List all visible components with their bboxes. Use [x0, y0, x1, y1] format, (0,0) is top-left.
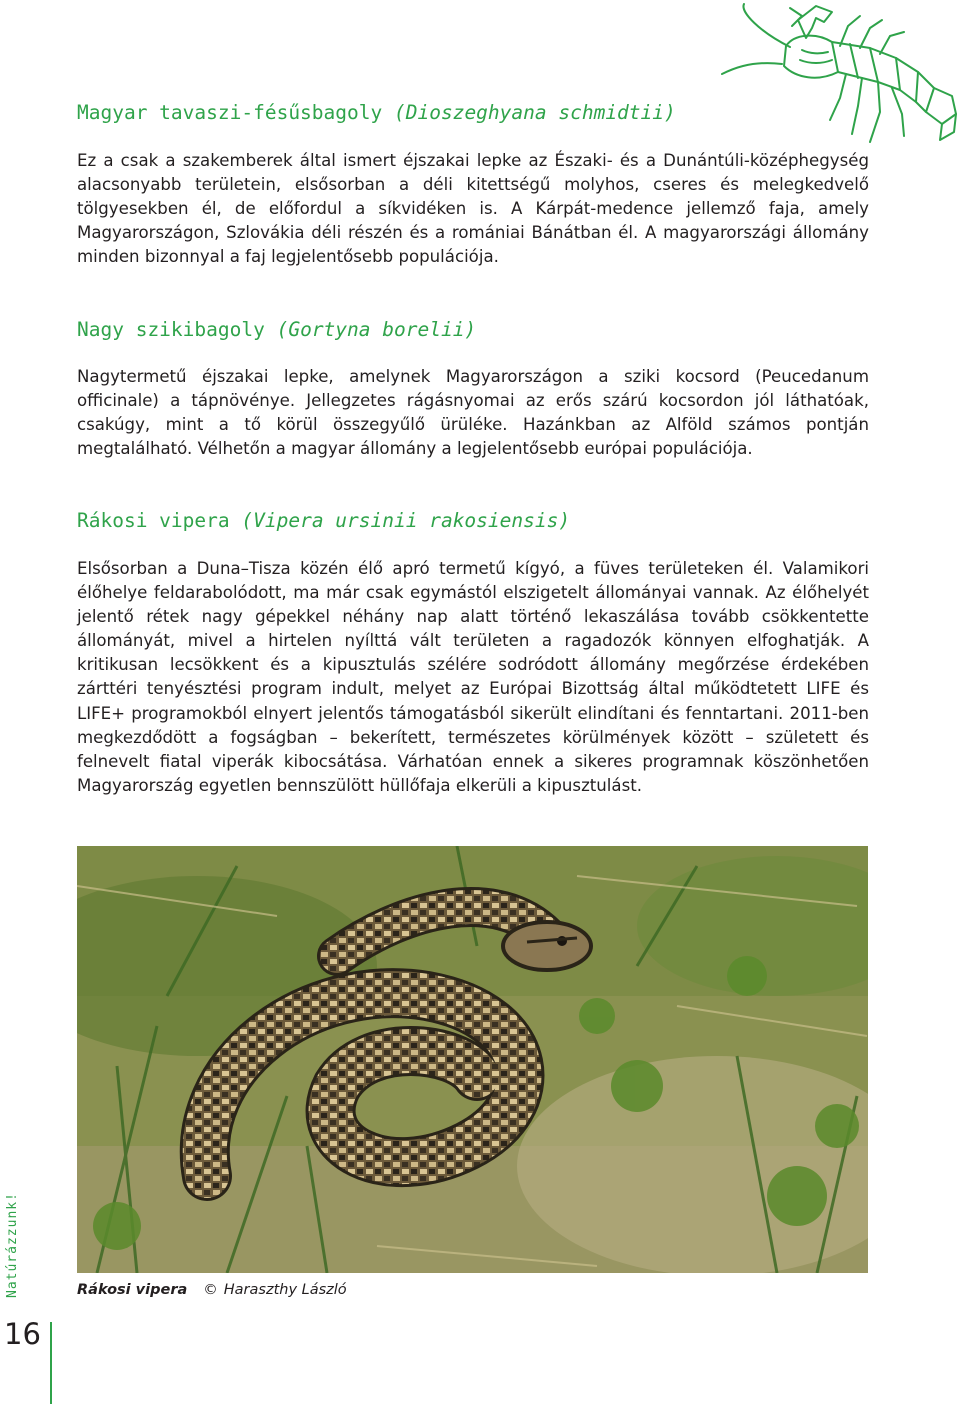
page-number-divider [50, 1322, 52, 1404]
section-body-dioszeghyana: Ez a csak a szakemberek által ismert éjszakai lepke az Északi- és a Dunántúli-középhegység alacsonyabb területein, elsősorban a déli kitettségű molyhos, cseres és melegkedvelő tölgyesekben él, de előfordul a síkvidéken is. A Kárpát-medence jellemző faja, amely Magyarországon, Szlovákia déli részén és a romániai Bánátban él. A magyarországi állomány minden bizonnyal a faj legjelentősebb populációja. [77, 151, 869, 267]
section-title-text: Magyar tavaszi-fésűsbagoly [77, 101, 383, 124]
viper-photo [77, 846, 868, 1273]
caption-author: Haraszthy László [223, 1282, 347, 1298]
section-title-latin: (Gortyna borelii) [276, 318, 477, 341]
series-label-text: Natúrázzunk! [5, 1192, 20, 1298]
section-title-latin: (Dioszeghyana schmidtii) [394, 101, 676, 124]
copyright-icon: © [203, 1282, 218, 1298]
section-body-gortyna: Nagytermetű éjszakai lepke, amelynek Magyarországon a sziki kocsord (Peucedanum officinale) a tápnövénye. Jellegzetes rágásnyomai az erős szárú kocsordon jól láthatóak, csakúgy, mint a tő körül összegyűlő ürüléke. Hazánkban az Alföld számos pontján megtalálható. Vélhetőn a magyar állomány a legjelentősebb európai populációja. [77, 367, 869, 459]
series-label [2, 1182, 24, 1298]
section-title-gortyna [77, 317, 476, 343]
caption-name: Rákosi vipera [77, 1282, 188, 1298]
section-title-dioszeghyana [77, 100, 676, 126]
section-title-text: Rákosi vipera [77, 509, 230, 532]
photo-caption [77, 1279, 347, 1301]
section-title-vipera [77, 508, 570, 534]
section-title-text: Nagy szikibagoly [77, 318, 265, 341]
section-title-latin: (Vipera ursinii rakosiensis) [241, 509, 571, 532]
section-body-vipera: Elsősorban a Duna–Tisza közén élő apró termetű kígyó, a füves területeken él. Valamikori élőhelye feldarabolódott, ma már csak egymástól elszigetelt állományai vannak. Az élőhelyét jelentő rétek nagy gépekkel néhány nap alatt történő lekaszálása tovább csökkentette állományát, mivel a hirtelen nyílttá vált területen a ragadozók könnyen elfoghatják. A kritikusan lecsökkent és a kipusztulás szélére sodródott állomány megőrzése érdekében zárttéri tenyésztési program indult, melyet az Európai Bizottság által működtetett LIFE és LIFE+ programokból elnyert jelentős támogatásból sikerült elindítani és fenntartani. 2011-ben megkezdődött a fogságban – bekerített, természetes körülmények között – született és felnevelt fiatal viperák kibocsátása. Várhatóan ennek a sikeres programnak köszönhetően Magyarország egyetlen bennszülött hüllőfaja elkerüli a kipusztulást. [77, 559, 869, 795]
page-number: 16 [4, 1317, 41, 1351]
crayfish-icon [720, 2, 958, 152]
